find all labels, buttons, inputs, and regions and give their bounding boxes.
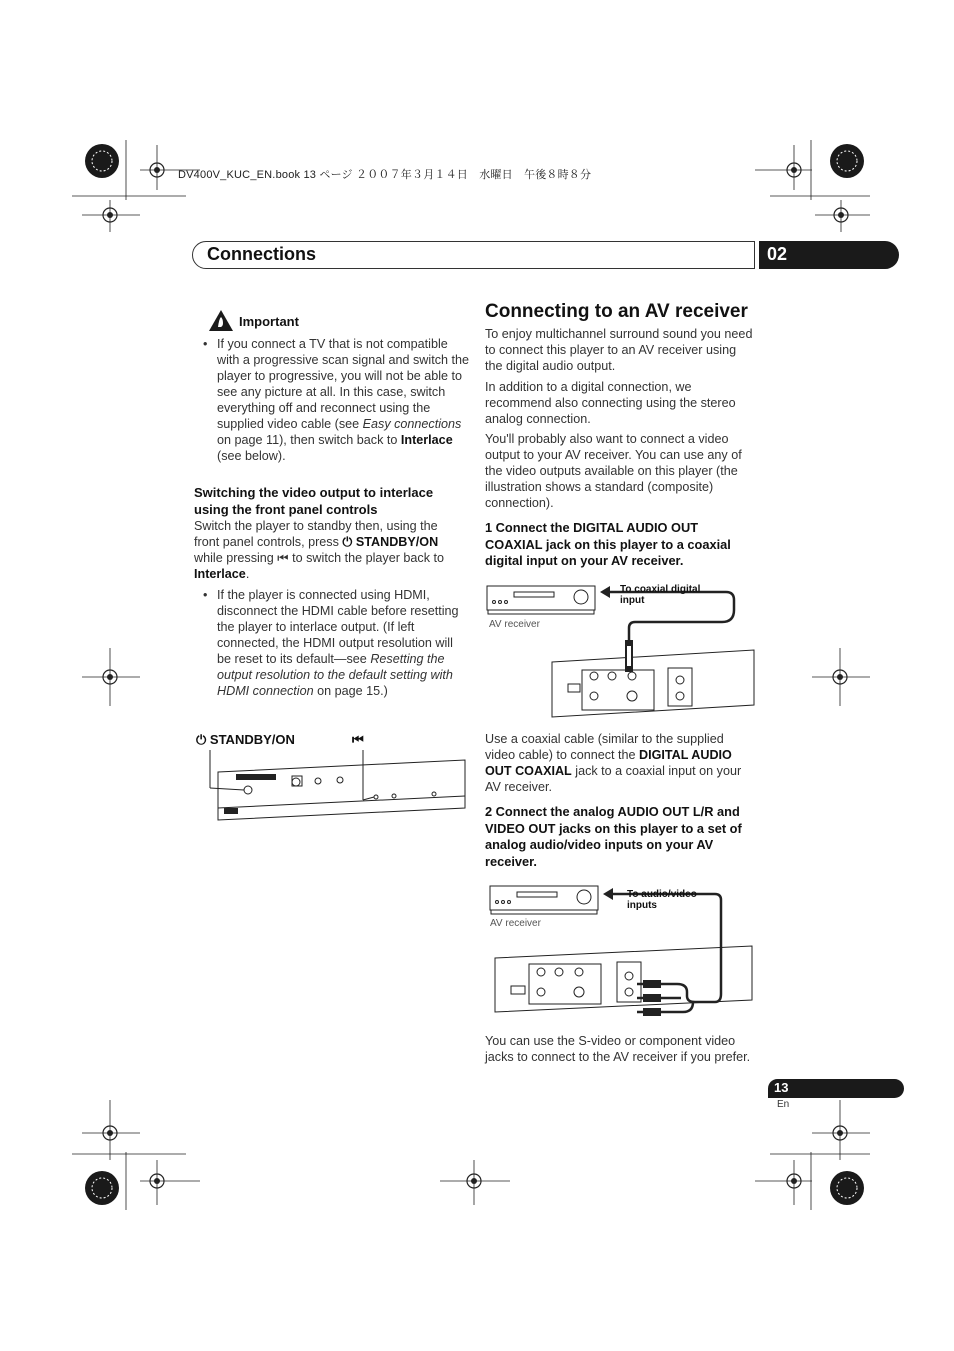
av-paragraph-4 (485, 731, 757, 795)
text-run: jack to a coaxial input on your AV receiver. (485, 764, 742, 794)
av-section-title: Connecting to an AV receiver (485, 301, 748, 322)
av-step-1: 1 Connect the DIGITAL AUDIO OUT COAXIAL jack on this player to a coaxial digital input on your AV receiver. (485, 520, 731, 568)
power-icon: ⏻ (196, 732, 210, 747)
fig-label-standby-text: STANDBY/ON (209, 732, 295, 747)
interlace-heading: Switching the video output to interlace using the front panel controls (194, 485, 434, 517)
bullet-dot: • (203, 337, 208, 351)
text-run-bold: ⏻ STANDBY/ON (342, 535, 439, 549)
important-bullet (203, 336, 470, 464)
interlace-bullet (203, 587, 467, 699)
text-run-italic: Easy connections (362, 417, 462, 431)
fig1-callout: To coaxial digital input (620, 584, 701, 606)
text-run-bold: Interlace (194, 567, 246, 581)
page-language: En (777, 1099, 790, 1110)
fig2-receiver-label: AV receiver (490, 918, 541, 929)
text-run: while pressing ⏮ to switch the player back to (194, 551, 445, 565)
fig2-callout: To audio/video inputs (627, 889, 697, 911)
page-number-badge (768, 1079, 904, 1098)
text-run: Use a coaxial cable (similar to the supplied video cable) to connect the (485, 732, 724, 762)
front-panel-illustration (200, 748, 468, 828)
fig1-receiver-label: AV receiver (489, 619, 540, 630)
print-header: DV400V_KUC_EN.book 13 ページ ２００７年３月１４日 水曜日 午後８時８分 (178, 169, 592, 181)
text-run: . (245, 567, 250, 581)
text-run-bold: Interlace (400, 433, 453, 447)
text-run: on page 11), then switch back to (217, 433, 401, 447)
important-heading: Important (239, 314, 299, 329)
page-number: 13 (774, 1080, 789, 1095)
av-paragraph-3: You'll probably also want to connect a video output to your AV receiver. You can use any of the video outputs available on this player (the illustration shows a standard (composite) connection). (485, 432, 742, 510)
text-run: Switch the player to standby then, using the front panel controls, press (194, 519, 438, 549)
text-run-bold: DIGITAL AUDIO OUT COAXIAL (485, 748, 732, 778)
chapter-title: Connections (207, 244, 317, 264)
av-paragraph-2: In addition to a digital connection, we recommend also connecting using the stereo analog connection. (485, 380, 736, 426)
fig-label-prev: ⏮ (352, 732, 364, 747)
text-run: If you connect a TV that is not compatible with a progressive scan signal and switch the player to progressive, you will not be able to see any picture at all. In this case, switch everything off and reconnect using the supplied video cable (see (217, 337, 470, 431)
av-step-2: 2 Connect the analog AUDIO OUT L/R and VIDEO OUT jacks on this player to a set of analog audio/video inputs on your AV receiver. (485, 804, 742, 869)
text-run: (see below). (217, 449, 286, 463)
fig-label-standby (196, 731, 295, 748)
important-icon (208, 309, 234, 332)
av-paragraph-1: To enjoy multichannel surround sound you need to connect this player to an AV receiver using the digital audio output. (485, 327, 753, 373)
analog-connection-illustration (487, 880, 757, 1020)
chapter-number: 02 (767, 244, 788, 264)
interlace-paragraph (194, 518, 466, 582)
text-run: on page 15.) (313, 684, 388, 698)
bullet-dot: • (203, 588, 208, 602)
text-run: If the player is connected using HDMI, disconnect the HDMI cable before resetting the player to interlace output. (If left connected, the HDMI output resolution will be reset to its default—see (217, 588, 459, 666)
text-run-italic: Resetting the output resolution to the default setting with HDMI connection (217, 652, 453, 698)
av-paragraph-5: You can use the S-video or component video jacks to connect to the AV receiver if you prefer. (485, 1034, 751, 1064)
chapter-number-badge (759, 241, 899, 269)
